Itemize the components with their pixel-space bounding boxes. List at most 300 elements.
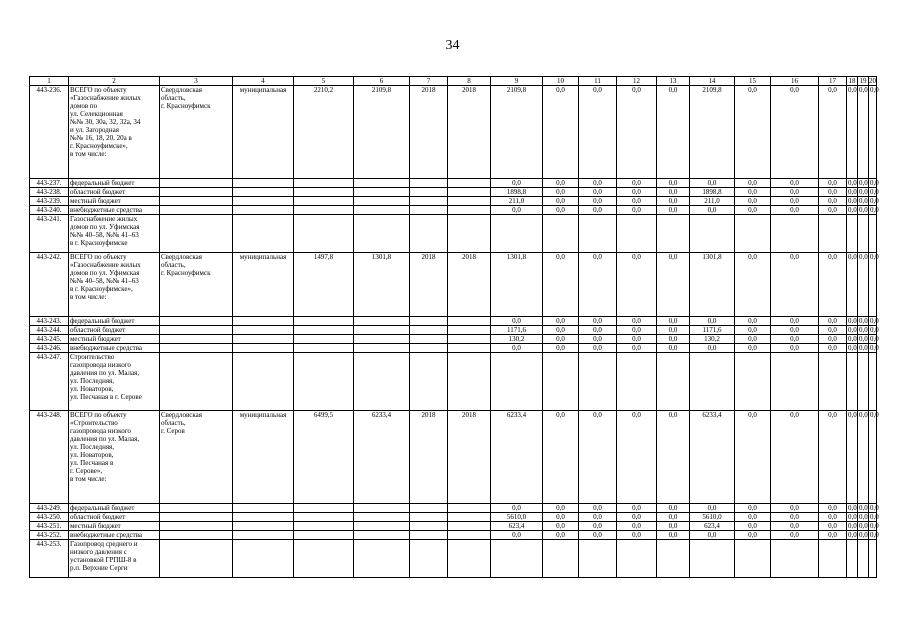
table-cell <box>354 197 410 206</box>
row-code-cell: 443-247. <box>30 353 69 411</box>
table-cell: 0,0 <box>543 531 579 540</box>
table-cell: Свердловская область, г. Красноуфимск <box>160 86 233 179</box>
table-cell: 0,0 <box>690 504 735 513</box>
table-cell <box>448 353 491 411</box>
table-cell: 6233,4 <box>491 411 543 504</box>
item-name-cell: ВСЕГО по объекту «Газоснабжение жилых домов по ул. Уфимская №№ 40–58, №№ 41–63 в г. Красноуфимске», в том числе: <box>69 253 160 317</box>
table-cell: 0,0 <box>690 531 735 540</box>
table-cell <box>819 353 847 411</box>
table-cell <box>448 513 491 522</box>
table-cell: 0,0 <box>579 317 617 326</box>
table-cell: 6233,4 <box>690 411 735 504</box>
row-code-cell: 443-244. <box>30 326 69 335</box>
table-cell: 1171,6 <box>690 326 735 335</box>
table-cell: 0,0 <box>543 326 579 335</box>
table-cell: 0,0 <box>579 253 617 317</box>
table-cell <box>448 197 491 206</box>
table-cell: 0,0 <box>848 197 857 205</box>
row-code-cell: 443-249. <box>30 504 69 513</box>
table-cell <box>160 540 233 578</box>
table-cell <box>410 344 448 353</box>
row-code-cell: 443-237. <box>30 179 69 188</box>
table-cell: 1301,8 <box>491 253 543 317</box>
table-cell: 1497,8 <box>294 253 354 317</box>
table-cell <box>448 540 491 578</box>
table-cell: 0,0 <box>735 513 771 522</box>
column-number: 9 <box>491 77 543 86</box>
row-code-cell: 443-253. <box>30 540 69 578</box>
table-cell: 0,0 <box>617 253 657 317</box>
table-cell: 0,0 <box>870 344 879 352</box>
table-cell: 0,0 <box>657 253 690 317</box>
table-cell <box>354 179 410 188</box>
item-name-cell: Газоснабжение жилых домов по ул. Уфимская №№ 40–58, №№ 41–63 в г. Красноуфимске <box>69 215 160 253</box>
row-code-cell: 443-245. <box>30 335 69 344</box>
row-code-cell: 443-246. <box>30 344 69 353</box>
table-cell: 0,0 <box>579 326 617 335</box>
table-cell <box>160 522 233 531</box>
table-cell: 0,0 <box>617 188 657 197</box>
table-cell: 0,0 <box>735 253 771 317</box>
table-cell: 0,0 <box>870 179 879 187</box>
column-number: 7 <box>410 77 448 86</box>
table-cell: 0,0 <box>491 317 543 326</box>
table-cell <box>847 540 858 578</box>
table-cell: 0,0 <box>735 531 771 540</box>
table-cell <box>354 513 410 522</box>
table-cell <box>869 353 877 411</box>
table-cell: 0,0 <box>735 411 771 504</box>
table-cell <box>233 335 294 344</box>
table-row <box>30 344 877 353</box>
table-cell: 0,0 <box>819 531 847 540</box>
table-cell: 0,0 <box>617 522 657 531</box>
table-cell: 0,0 <box>617 504 657 513</box>
table-cell <box>160 335 233 344</box>
table-cell: 0,0 <box>690 179 735 188</box>
table-cell: 0,0 <box>859 504 868 512</box>
table-cell: 5610,0 <box>690 513 735 522</box>
table-cell <box>294 206 354 215</box>
table-cell <box>233 179 294 188</box>
table-cell <box>579 353 617 411</box>
table-row <box>30 253 877 317</box>
table-cell: 0,0 <box>543 513 579 522</box>
table-cell: 0,0 <box>579 411 617 504</box>
table-cell: 1301,8 <box>354 253 410 317</box>
table-cell <box>579 540 617 578</box>
table-cell: 0,0 <box>735 179 771 188</box>
row-code-cell: 443-243. <box>30 317 69 326</box>
table-cell <box>410 531 448 540</box>
table-cell: 2018 <box>410 411 448 504</box>
table-cell: 0,0 <box>657 513 690 522</box>
table-cell <box>233 215 294 253</box>
column-number: 18 <box>848 77 856 85</box>
table-cell <box>657 540 690 578</box>
table-cell <box>294 317 354 326</box>
table-cell <box>869 215 877 253</box>
table-row <box>30 188 877 197</box>
table-cell: 0,0 <box>869 411 877 504</box>
table-cell <box>448 326 491 335</box>
table-cell: 0,0 <box>735 326 771 335</box>
table-cell <box>410 197 448 206</box>
table-cell: 0,0 <box>657 531 690 540</box>
item-name-cell: федеральный бюджет <box>69 504 160 513</box>
table-cell: 0,0 <box>848 335 857 343</box>
table-cell <box>160 353 233 411</box>
table-cell: 0,0 <box>543 253 579 317</box>
table-cell: 0,0 <box>859 179 868 187</box>
table-cell: 0,0 <box>771 513 819 522</box>
table-cell <box>491 215 543 253</box>
table-cell <box>354 317 410 326</box>
table-cell <box>160 513 233 522</box>
table-cell: 0,0 <box>870 197 879 205</box>
table-cell <box>448 531 491 540</box>
table-cell <box>233 522 294 531</box>
table-cell: муниципальная <box>233 86 294 179</box>
table-row <box>30 326 877 335</box>
table-cell: 2109,8 <box>491 86 543 179</box>
table-cell <box>657 215 690 253</box>
table-cell: 0,0 <box>617 335 657 344</box>
table-cell <box>294 353 354 411</box>
table-cell: 0,0 <box>848 522 857 530</box>
table-cell <box>233 317 294 326</box>
table-cell: 0,0 <box>657 188 690 197</box>
table-cell <box>294 513 354 522</box>
table-cell <box>294 188 354 197</box>
budget-table <box>29 76 877 578</box>
table-cell <box>294 540 354 578</box>
column-number: 14 <box>690 77 735 86</box>
table-cell <box>410 335 448 344</box>
table-row <box>30 540 877 578</box>
item-name-cell: областной бюджет <box>69 188 160 197</box>
table-cell: 0,0 <box>771 197 819 206</box>
table-cell: 0,0 <box>819 335 847 344</box>
table-cell: 130,2 <box>690 335 735 344</box>
table-cell <box>448 504 491 513</box>
table-cell: 0,0 <box>859 326 868 334</box>
table-cell: 0,0 <box>617 513 657 522</box>
item-name-cell: федеральный бюджет <box>69 179 160 188</box>
table-cell: 0,0 <box>617 206 657 215</box>
table-cell <box>160 326 233 335</box>
table-cell: 0,0 <box>735 522 771 531</box>
table-cell: 0,0 <box>848 188 857 196</box>
table-cell: муниципальная <box>233 253 294 317</box>
table-cell: 0,0 <box>657 504 690 513</box>
table-cell: 0,0 <box>579 531 617 540</box>
table-cell: 0,0 <box>657 344 690 353</box>
table-cell: 2018 <box>448 411 491 504</box>
table-cell: 0,0 <box>690 317 735 326</box>
table-cell <box>448 344 491 353</box>
column-number: 5 <box>294 77 354 86</box>
table-cell <box>160 215 233 253</box>
table-cell: 0,0 <box>819 513 847 522</box>
column-number: 16 <box>771 77 819 86</box>
table-cell <box>354 540 410 578</box>
table-cell: 0,0 <box>617 326 657 335</box>
table-cell: 0,0 <box>859 317 868 325</box>
table-cell: 0,0 <box>690 344 735 353</box>
table-cell: 0,0 <box>657 411 690 504</box>
table-cell: 0,0 <box>657 86 690 179</box>
table-cell <box>354 188 410 197</box>
table-cell: 0,0 <box>819 326 847 335</box>
table-cell: 0,0 <box>735 197 771 206</box>
table-cell: 0,0 <box>870 188 879 196</box>
table-cell <box>410 215 448 253</box>
table-cell: 0,0 <box>819 504 847 513</box>
table-cell: 0,0 <box>870 206 879 214</box>
table-cell <box>294 215 354 253</box>
page-number: 34 <box>445 38 460 53</box>
table-cell <box>233 188 294 197</box>
table-cell <box>354 344 410 353</box>
table-row <box>30 353 877 411</box>
table-cell <box>735 540 771 578</box>
table-cell: 0,0 <box>771 411 819 504</box>
table-cell <box>294 179 354 188</box>
table-cell: 2018 <box>448 253 491 317</box>
table-cell: 0,0 <box>543 188 579 197</box>
table-cell: 0,0 <box>858 86 869 179</box>
table-cell <box>160 188 233 197</box>
table-row <box>30 179 877 188</box>
table-cell: 0,0 <box>579 188 617 197</box>
table-cell: 0,0 <box>543 197 579 206</box>
row-code-cell: 443-241. <box>30 215 69 253</box>
table-row <box>30 335 877 344</box>
table-cell: 0,0 <box>657 522 690 531</box>
table-row <box>30 317 877 326</box>
table-cell <box>294 531 354 540</box>
item-name-cell: Газопровод среднего и низкого давления с установкой ГРПШ-8 в р.п. Верхние Серги <box>69 540 160 578</box>
table-cell: 623,4 <box>491 522 543 531</box>
table-cell: 0,0 <box>491 504 543 513</box>
table-row <box>30 215 877 253</box>
table-cell: 0,0 <box>690 206 735 215</box>
table-cell: 0,0 <box>735 344 771 353</box>
table-cell: 0,0 <box>491 531 543 540</box>
table-cell: 0,0 <box>870 326 879 334</box>
table-cell: 211,0 <box>491 197 543 206</box>
table-cell <box>354 531 410 540</box>
row-code-cell: 443-252. <box>30 531 69 540</box>
table-cell <box>657 353 690 411</box>
table-cell: 0,0 <box>771 86 819 179</box>
table-cell: 0,0 <box>771 344 819 353</box>
table-cell: 0,0 <box>859 197 868 205</box>
table-cell <box>410 326 448 335</box>
table-cell <box>690 540 735 578</box>
table-cell: 0,0 <box>657 317 690 326</box>
table-cell <box>410 522 448 531</box>
table-cell <box>233 504 294 513</box>
table-row <box>30 86 877 179</box>
table-cell: 0,0 <box>858 411 869 504</box>
table-cell <box>160 179 233 188</box>
table-cell: 130,2 <box>491 335 543 344</box>
table-cell: 0,0 <box>771 531 819 540</box>
table-cell <box>233 326 294 335</box>
table-cell: 0,0 <box>543 206 579 215</box>
item-name-cell: Строительство газопровода низкого давления по ул. Малая, ул. Последняя, ул. Новаторов, ул. Песчаная в г. Серове <box>69 353 160 411</box>
table-cell: 0,0 <box>657 197 690 206</box>
table-cell <box>233 531 294 540</box>
table-cell: Свердловская область, г. Красноуфимск <box>160 253 233 317</box>
column-number-row <box>30 77 877 86</box>
table-cell <box>410 540 448 578</box>
table-cell: 0,0 <box>579 504 617 513</box>
table-cell: 0,0 <box>579 197 617 206</box>
table-cell: 6233,4 <box>354 411 410 504</box>
table-cell <box>294 197 354 206</box>
table-cell: 0,0 <box>859 206 868 214</box>
table-cell <box>448 522 491 531</box>
table-cell: 0,0 <box>859 188 868 196</box>
table-cell <box>160 504 233 513</box>
item-name-cell: местный бюджет <box>69 522 160 531</box>
column-number: 15 <box>735 77 771 86</box>
table-cell: 0,0 <box>617 411 657 504</box>
table-cell <box>294 344 354 353</box>
table-cell: 0,0 <box>870 513 879 521</box>
table-cell: 0,0 <box>617 197 657 206</box>
row-code-cell: 443-239. <box>30 197 69 206</box>
table-cell: 0,0 <box>735 86 771 179</box>
row-code-cell: 443-236. <box>30 86 69 179</box>
table-row <box>30 522 877 531</box>
table-cell: 0,0 <box>819 317 847 326</box>
table-cell: 0,0 <box>771 179 819 188</box>
row-code-cell: 443-248. <box>30 411 69 504</box>
table-cell: 0,0 <box>870 522 879 530</box>
table-cell: 0,0 <box>848 344 857 352</box>
table-cell <box>735 215 771 253</box>
table-cell <box>491 540 543 578</box>
table-cell: 0,0 <box>848 206 857 214</box>
table-cell: 0,0 <box>771 326 819 335</box>
table-cell: 0,0 <box>869 253 877 317</box>
table-cell <box>858 353 869 411</box>
table-cell: 0,0 <box>617 531 657 540</box>
table-cell: 0,0 <box>491 344 543 353</box>
table-cell <box>354 335 410 344</box>
table-cell: 0,0 <box>657 206 690 215</box>
item-name-cell: областной бюджет <box>69 513 160 522</box>
table-cell <box>858 215 869 253</box>
table-cell <box>771 353 819 411</box>
table-cell <box>448 215 491 253</box>
table-cell: 0,0 <box>735 504 771 513</box>
table-cell: 0,0 <box>543 411 579 504</box>
table-cell: 0,0 <box>735 206 771 215</box>
table-row <box>30 411 877 504</box>
table-cell <box>410 504 448 513</box>
table-cell <box>233 197 294 206</box>
table-cell: 0,0 <box>579 206 617 215</box>
table-cell <box>160 531 233 540</box>
table-cell: 0,0 <box>735 317 771 326</box>
table-cell: 0,0 <box>491 206 543 215</box>
column-number: 11 <box>579 77 617 86</box>
table-cell: 0,0 <box>617 344 657 353</box>
table-cell: 5610,0 <box>491 513 543 522</box>
table-cell <box>233 540 294 578</box>
table-cell: 1898,8 <box>491 188 543 197</box>
table-cell <box>410 206 448 215</box>
table-cell: 0,0 <box>819 86 847 179</box>
table-cell <box>294 326 354 335</box>
table-cell <box>771 215 819 253</box>
row-code-cell: 443-250. <box>30 513 69 522</box>
row-code-cell: 443-238. <box>30 188 69 197</box>
table-cell: 0,0 <box>819 411 847 504</box>
row-code-cell: 443-251. <box>30 522 69 531</box>
table-cell: 0,0 <box>735 188 771 197</box>
table-cell: 0,0 <box>848 326 857 334</box>
table-row <box>30 206 877 215</box>
table-cell: Свердловская область, г. Серов <box>160 411 233 504</box>
table-cell: 0,0 <box>617 86 657 179</box>
table-cell: 2109,8 <box>354 86 410 179</box>
table-cell <box>819 540 847 578</box>
table-cell <box>354 215 410 253</box>
column-number: 8 <box>448 77 491 86</box>
column-number: 10 <box>543 77 579 86</box>
table-cell: 0,0 <box>543 504 579 513</box>
table-cell: 0,0 <box>543 317 579 326</box>
table-cell <box>233 206 294 215</box>
table-cell: 0,0 <box>579 179 617 188</box>
table-cell: 2210,2 <box>294 86 354 179</box>
table-cell: 0,0 <box>657 326 690 335</box>
table-cell: 1171,6 <box>491 326 543 335</box>
table-cell: 0,0 <box>579 335 617 344</box>
table-cell <box>233 344 294 353</box>
table-cell: 0,0 <box>859 531 868 539</box>
item-name-cell: внебюджетные средства <box>69 206 160 215</box>
table-cell <box>858 540 869 578</box>
table-cell <box>543 215 579 253</box>
table-cell: 0,0 <box>771 188 819 197</box>
table-cell: 0,0 <box>848 504 857 512</box>
column-number: 4 <box>233 77 294 86</box>
table-cell <box>354 206 410 215</box>
table-cell <box>233 513 294 522</box>
table-cell <box>543 540 579 578</box>
table-cell: 0,0 <box>543 335 579 344</box>
table-cell <box>354 326 410 335</box>
item-name-cell: областной бюджет <box>69 326 160 335</box>
table-cell <box>448 179 491 188</box>
column-number: 3 <box>160 77 233 86</box>
table-cell: 0,0 <box>735 335 771 344</box>
table-cell: 0,0 <box>771 253 819 317</box>
table-cell <box>410 188 448 197</box>
table-cell <box>579 215 617 253</box>
table-cell: 0,0 <box>491 179 543 188</box>
column-number: 17 <box>819 77 847 86</box>
table-cell: 0,0 <box>858 253 869 317</box>
table-cell: 0,0 <box>848 513 857 521</box>
